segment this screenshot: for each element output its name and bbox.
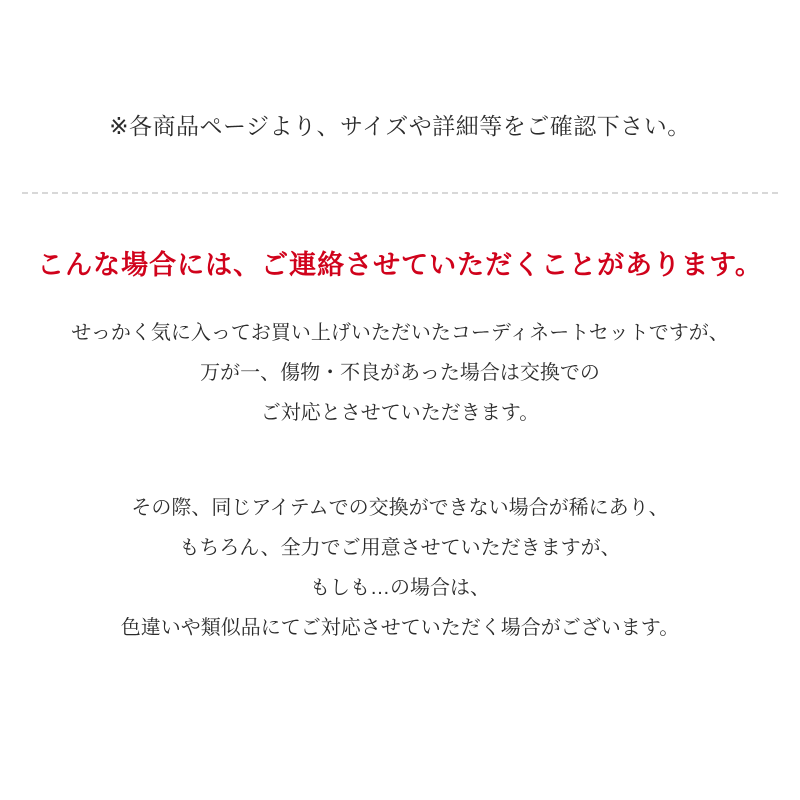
page-headline: こんな場合には、ご連絡させていただくことがあります。 xyxy=(37,250,763,280)
paragraph-line: その際、同じアイテムでの交換ができない場合が稀にあり、 xyxy=(131,497,669,519)
paragraph-two xyxy=(0,488,800,648)
product-page-notice: ※各商品ページより、サイズや詳細等をご確認下さい。 xyxy=(109,113,691,139)
paragraph-line: せっかく気に入ってお買い上げいただいたコーディネートセットですが、 xyxy=(71,322,729,344)
paragraph-line: もしも…の場合は、 xyxy=(310,577,490,599)
paragraph-one xyxy=(0,313,800,433)
paragraph-line: もちろん、全力でご用意させていただきますが、 xyxy=(179,537,621,559)
paragraph-line: ご対応とさせていただきます。 xyxy=(260,402,540,424)
section-divider xyxy=(22,192,778,194)
paragraph-line: 万が一、傷物・不良があった場合は交換での xyxy=(200,362,600,384)
paragraph-line: 色違いや類似品にてご対応させていただく場合がございます。 xyxy=(120,617,680,639)
